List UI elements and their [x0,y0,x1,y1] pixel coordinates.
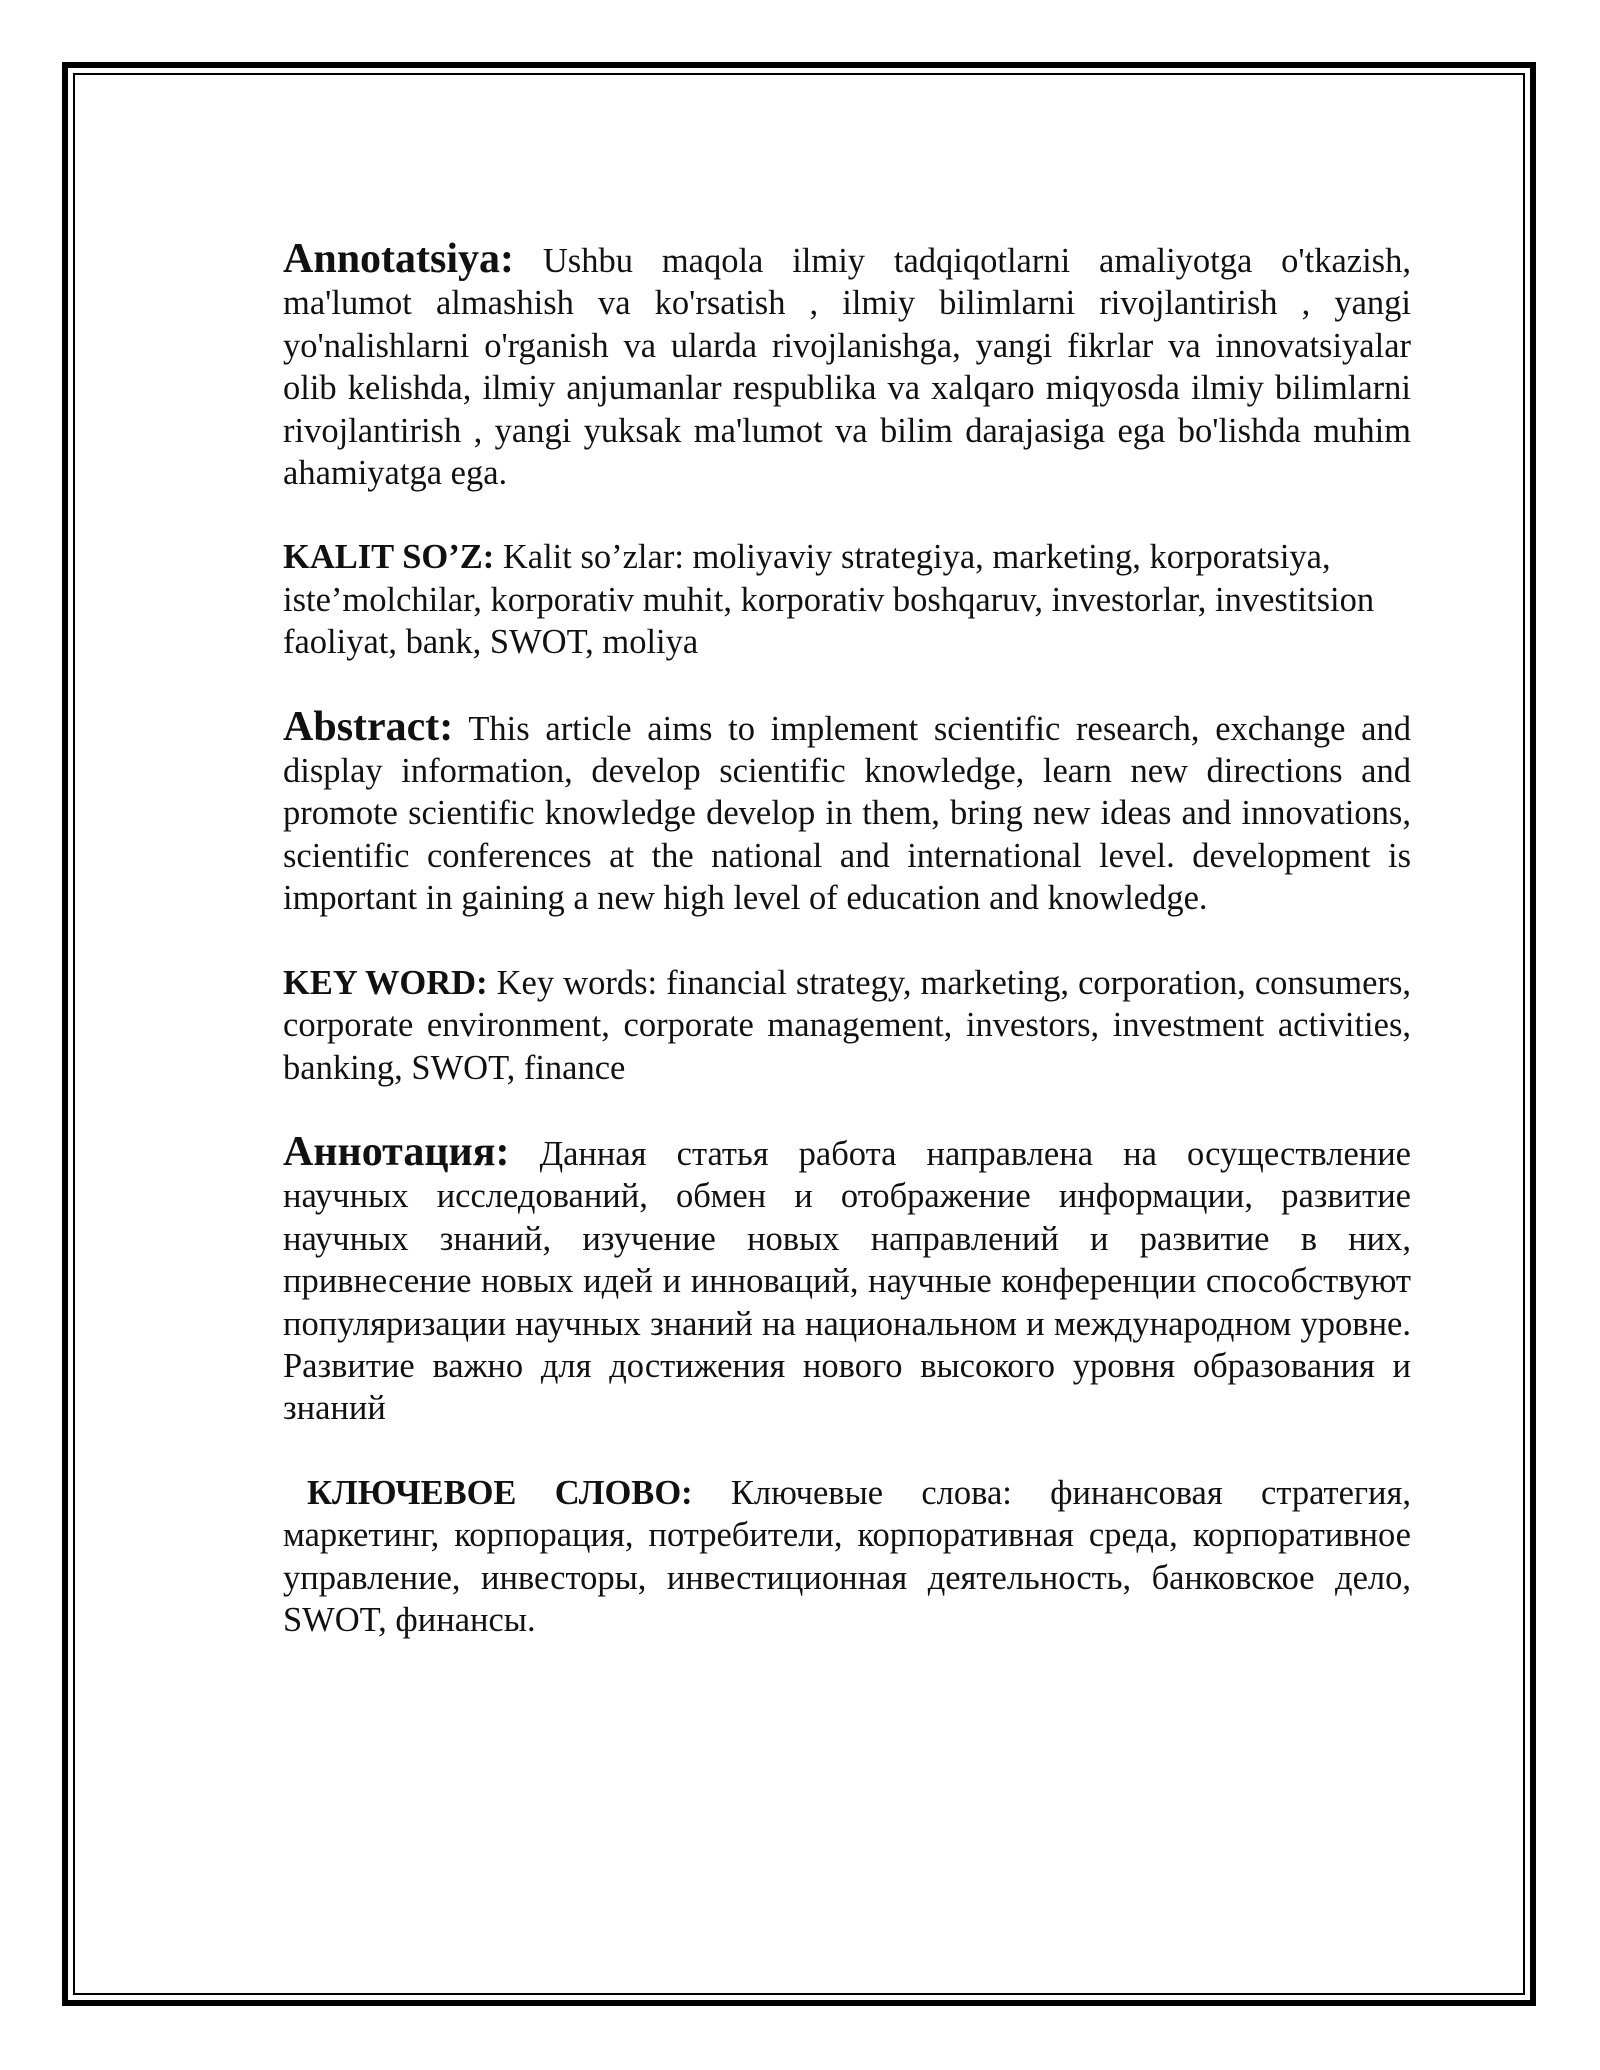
key-word-heading: KEY WORD: [283,963,488,1002]
key-word-paragraph [283,962,1411,1089]
klyuchevoe-slovo-text: Ключевые слова: финансовая стратегия, маркетинг, корпорация, потребители, корпоративная среда, корпоративное управление, инвесторы, инвестиционная деятельность, банковское дело, SWOT, финансы. [283,1473,1411,1639]
kalit-soz-heading: KALIT SO’Z: [283,538,495,577]
spacer [283,664,1411,706]
key-word-text: Key words: financial strategy, marketing, corporation, consumers, corporate environment, corporate management, investors, investment activities, banking, SWOT, finance [283,963,1411,1087]
annotatsiya-paragraph [283,238,1411,494]
klyuchevoe-slovo-heading: КЛЮЧЕВОЕ СЛОВО: [307,1473,693,1512]
annotatsiya-ru-paragraph [283,1128,1411,1430]
abstract-text: This article aims to implement scientific research, exchange and display information, develop scientific knowledge, learn new directions and promote scientific knowledge develop in them, bring new ideas and innovations, scientific conferences at the national and international level. development is important in gaining a new high level of education and knowledge. [283,709,1411,918]
spacer [283,494,1411,536]
abstract-paragraph [283,703,1411,920]
spacer [283,1089,1411,1131]
kalit-soz-paragraph [283,536,1411,663]
spacer [283,1430,1411,1472]
kalit-soz-text: Kalit so’zlar: moliyaviy strategiya, marketing, korporatsiya, iste’molchilar, korporativ muhit, korporativ boshqaruv, investorlar, investitsion faoliyat, bank, SWOT, moliya [283,538,1375,662]
klyuchevoe-slovo-paragraph [283,1472,1411,1642]
abstract-heading: Abstract: [283,703,454,750]
document-body [283,238,1411,1641]
annotatsiya-text: Ushbu maqola ilmiy tadqiqotlarni amaliyotga o'tkazish, ma'lumot almashish va ko'rsatish , ilmiy bilimlarni rivojlantirish , yangi yo'nalishlarni o'rganish va ularda rivojlanishga, yangi fikrlar va innovatsiyalar olib kelishda, ilmiy anjumanlar respublika va xalqaro miqyosda ilmiy bilimlarni rivojlantirish , yangi yuksak ma'lumot va bilim darajasiga ega bo'lishda muhim ahamiyatga ega. [283,242,1411,493]
spacer [283,920,1411,962]
annotatsiya-ru-text: Данная статья работа направлена на осуществление научных исследований, обмен и отображение информации, развитие научных знаний, изучение новых направлений и развитие в них, привнесение новых идей и инноваций, научные конференции способствуют популяризации научных знаний на национальном и международном уровне. Развитие важно для достижения нового высокого уровня образования и знаний [283,1134,1411,1428]
annotatsiya-ru-heading: Аннотация: [283,1128,510,1175]
annotatsiya-heading: Annotatsiya: [283,236,515,282]
